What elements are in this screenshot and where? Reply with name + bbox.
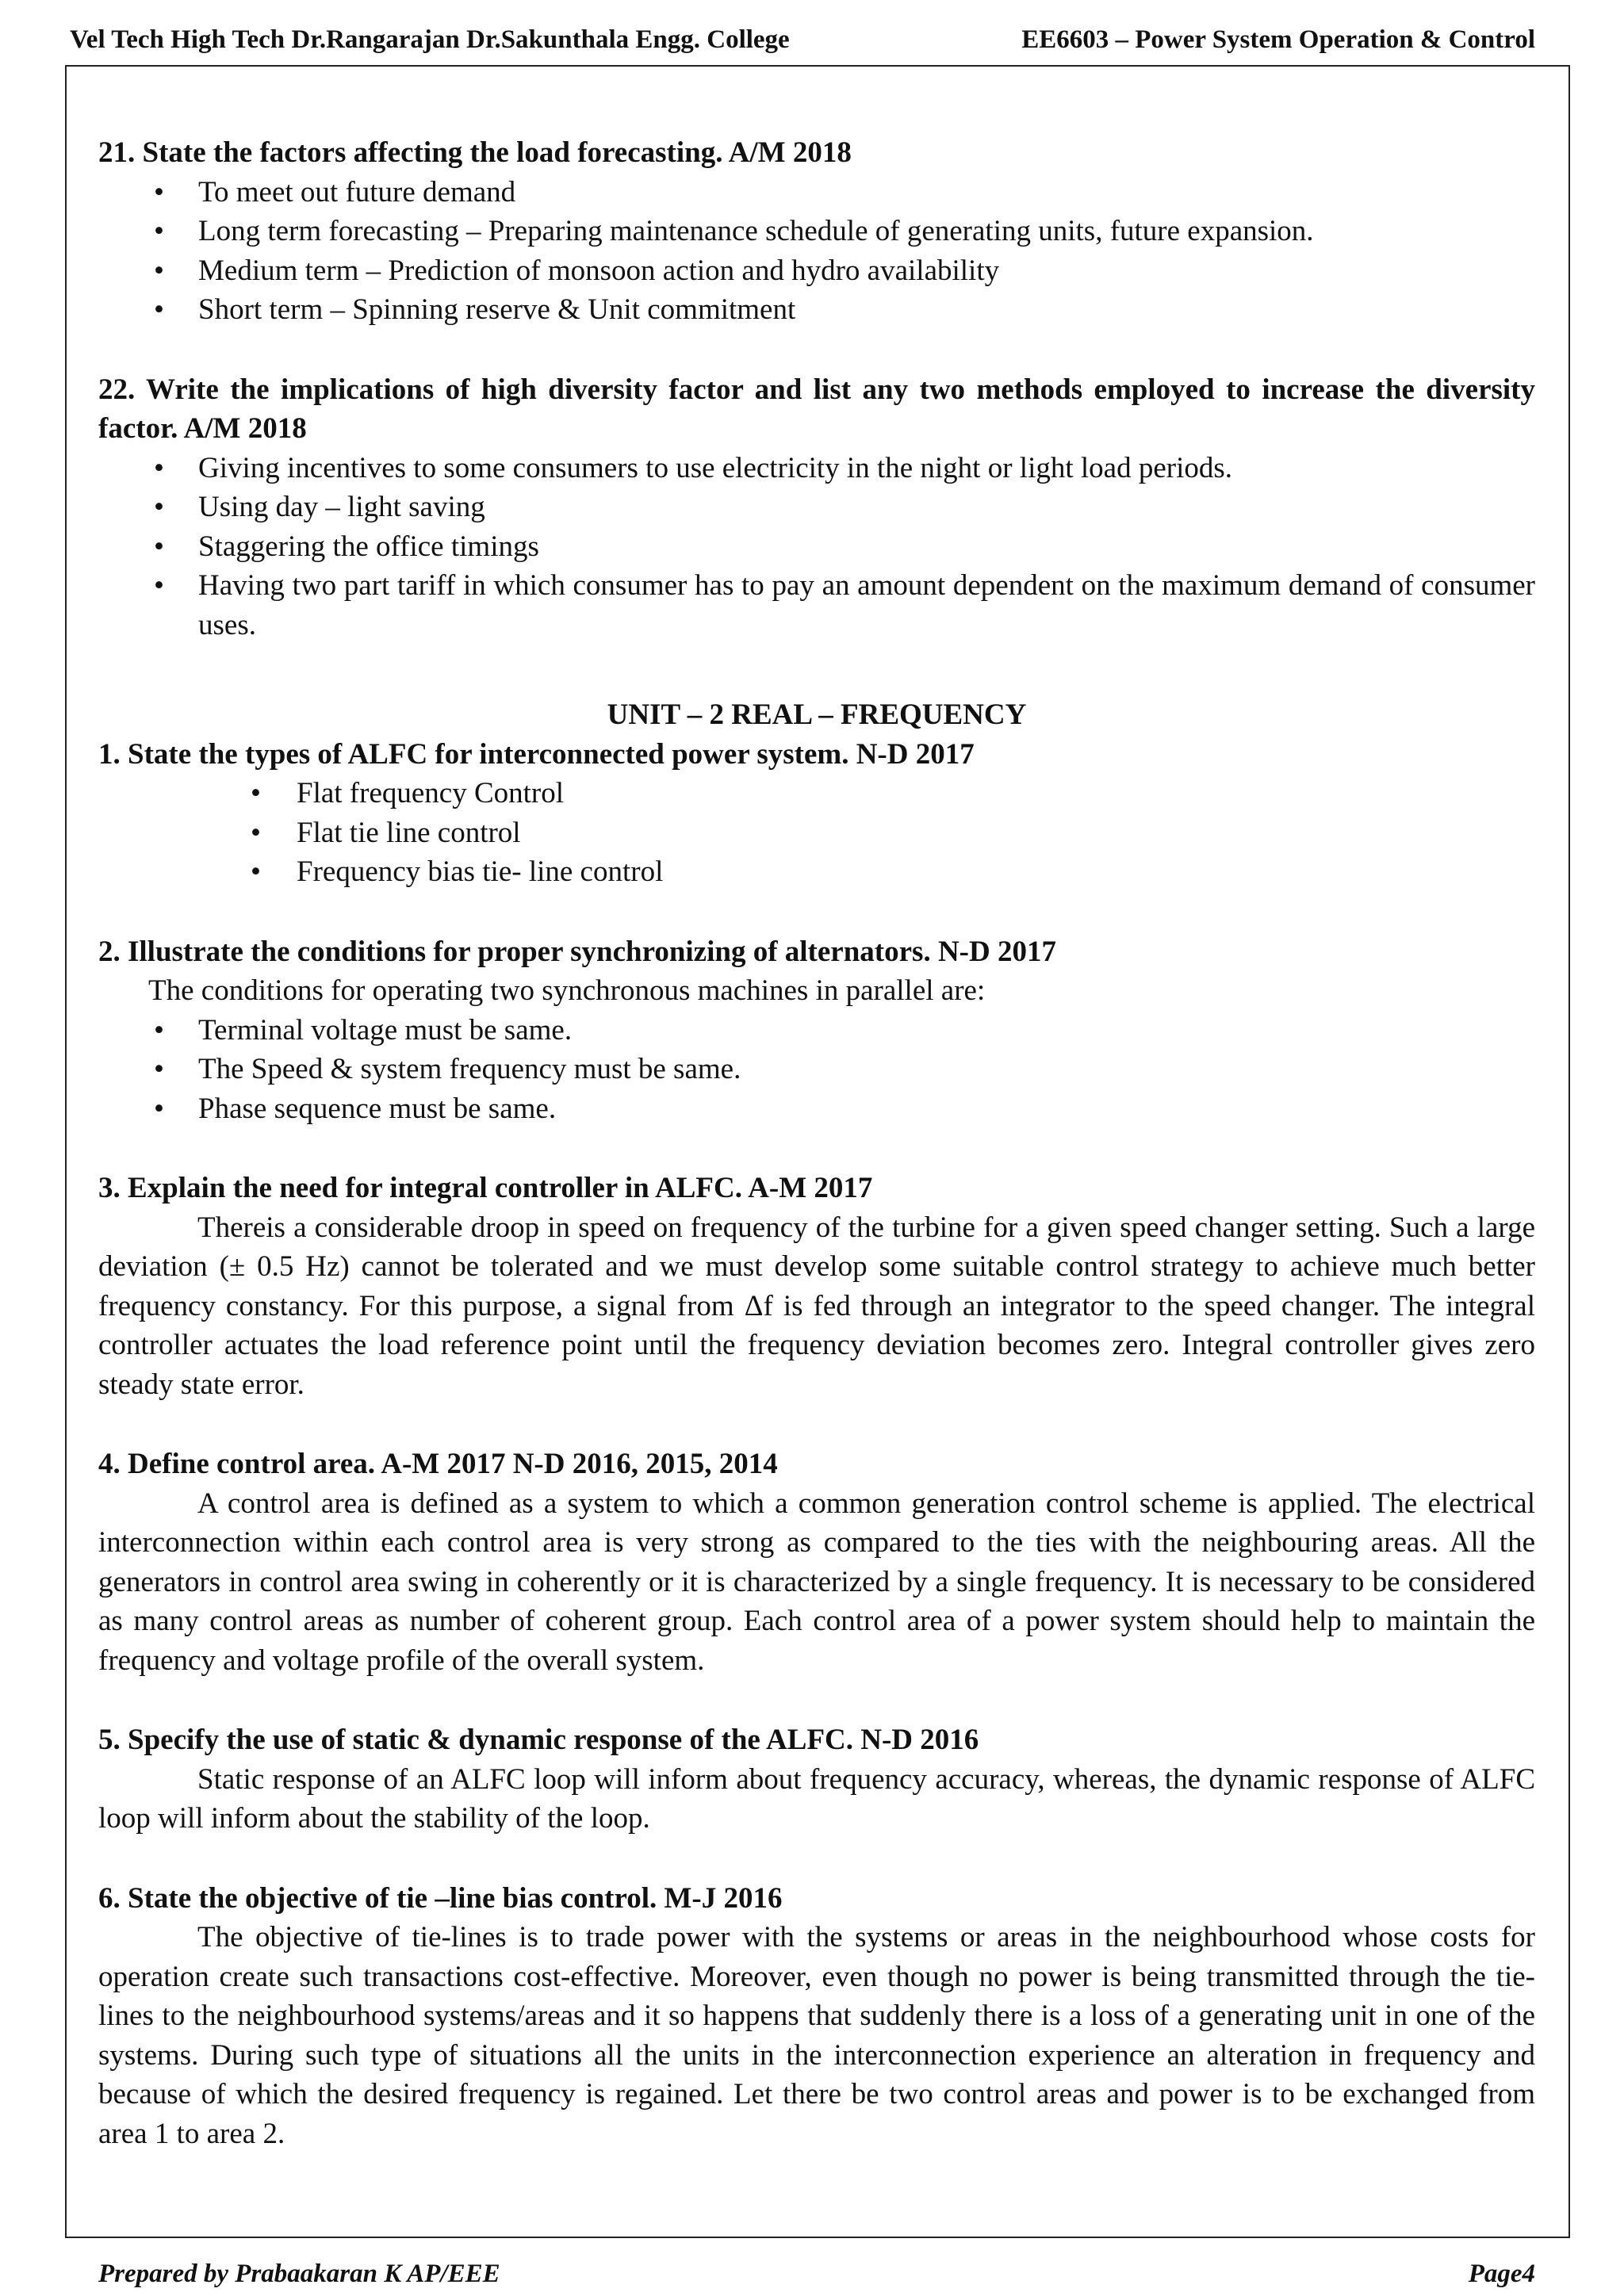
question-lead: The conditions for operating two synchronous machines in parallel are:: [148, 974, 986, 1007]
bullet-list: [98, 173, 1535, 330]
question-u2-5: [98, 1720, 1535, 1839]
list-item: • Medium term – Prediction of monsoon action and hydro availability: [98, 251, 1535, 291]
question-title: 6. State the objective of tie –line bias control. M-J 2016: [98, 1881, 783, 1915]
question-title: 1. State the types of ALFC for interconnected power system. N-D 2017: [98, 737, 975, 771]
list-item: • To meet out future demand: [98, 173, 1535, 212]
question-title: 4. Define control area. A-M 2017 N-D 2016, 2015, 2014: [98, 1448, 778, 1480]
question-title: 3. Explain the need for integral controller in ALFC. A-M 2017: [98, 1172, 873, 1204]
list-item: • Having two part tariff in which consumer has to pay an amount dependent on the maximum demand of consumer uses.: [98, 566, 1535, 645]
list-item: • Using day – light saving: [98, 488, 1535, 527]
list-item: • Long term forecasting – Preparing maintenance schedule of generating units, future expansion.: [98, 212, 1535, 251]
page-header: [70, 21, 1535, 59]
bullet-list: [98, 1011, 1535, 1129]
course-title: EE6603 – Power System Operation & Control: [1021, 25, 1535, 54]
unit-heading: UNIT – 2 REAL – FREQUENCY: [607, 698, 1027, 731]
answer-paragraph: Static response of an ALFC loop will inform about frequency accuracy, whereas, the dynamic response of ALFC loop will inform about the stability of the loop.: [98, 1762, 1535, 1835]
page-number: Page4: [1468, 2259, 1535, 2288]
answer-paragraph: Thereis a considerable droop in speed on frequency of the turbine for a given speed changer setting. Such a large deviation (± 0.5 Hz) cannot be tolerated and we must develop some suitable control strategy to achieve much better frequency constancy. For this purpose, a signal from Δf is fed through an integrator to the speed changer. The integral controller actuates the load reference point until the frequency deviation becomes zero. Integral controller gives zero steady state error.: [98, 1211, 1535, 1401]
page-content: [98, 133, 1535, 2194]
question-title: 2. Illustrate the conditions for proper synchronizing of alternators. N-D 2017: [98, 935, 1056, 968]
list-item: • Staggering the office timings: [98, 527, 1535, 567]
bullet-list: [98, 449, 1535, 645]
college-name: Vel Tech High Tech Dr.Rangarajan Dr.Sakunthala Engg. College: [70, 25, 790, 54]
list-item: • Giving incentives to some consumers to use electricity in the night or light load periods.: [98, 449, 1535, 488]
list-item: • The Speed & system frequency must be same.: [98, 1050, 1535, 1089]
question-title: 5. Specify the use of static & dynamic response of the ALFC. N-D 2016: [98, 1724, 979, 1756]
answer-paragraph: A control area is defined as a system to which a common generation control scheme is applied. The electrical interconnection within each control area is very strong as compared to the ties with the neighbouring areas. All the generators in control area swing in coherently or it is characterized by a single frequency. It is necessary to be considered as many control areas as number of coherent group. Each control area of a power system should help to maintain the frequency and voltage profile of the overall system.: [98, 1487, 1535, 1677]
question-u2-6: [98, 1879, 1535, 2154]
question-title: 22. Write the implications of high diversity factor and list any two methods employed to increase the diversity factor. A/M 2018: [98, 373, 1535, 445]
list-item: • Frequency bias tie- line control: [98, 852, 1535, 892]
prepared-by: Prepared by Prabaakaran K AP/EEE: [98, 2259, 500, 2288]
answer-paragraph: The objective of tie-lines is to trade power with the systems or areas in the neighbourhood whose costs for operation create such transactions cost-effective. Moreover, even though no power is being transmitted through the tie-lines to the neighbourhood systems/areas and it so happens that suddenly there is a loss of a generating unit in one of the systems. During such type of situations all the units in the interconnection experience an alteration in frequency and because of which the desired frequency is regained. Let there be two control areas and power is to be exchanged from area 1 to area 2.: [98, 1921, 1535, 2150]
question-21: [98, 133, 1535, 330]
list-item: • Flat tie line control: [98, 813, 1535, 853]
bullet-list: [98, 774, 1535, 892]
question-u2-4: [98, 1445, 1535, 1680]
page-footer: [98, 2258, 1535, 2290]
question-u2-2: [98, 932, 1535, 1129]
question-title: 21. State the factors affecting the load forecasting. A/M 2018: [98, 136, 852, 169]
question-u2-3: [98, 1169, 1535, 1404]
list-item: • Flat frequency Control: [98, 774, 1535, 813]
question-u2-1: [98, 735, 1535, 892]
question-22: [98, 370, 1535, 645]
list-item: • Phase sequence must be same.: [98, 1089, 1535, 1129]
list-item: • Short term – Spinning reserve & Unit commitment: [98, 290, 1535, 330]
list-item: • Terminal voltage must be same.: [98, 1011, 1535, 1050]
